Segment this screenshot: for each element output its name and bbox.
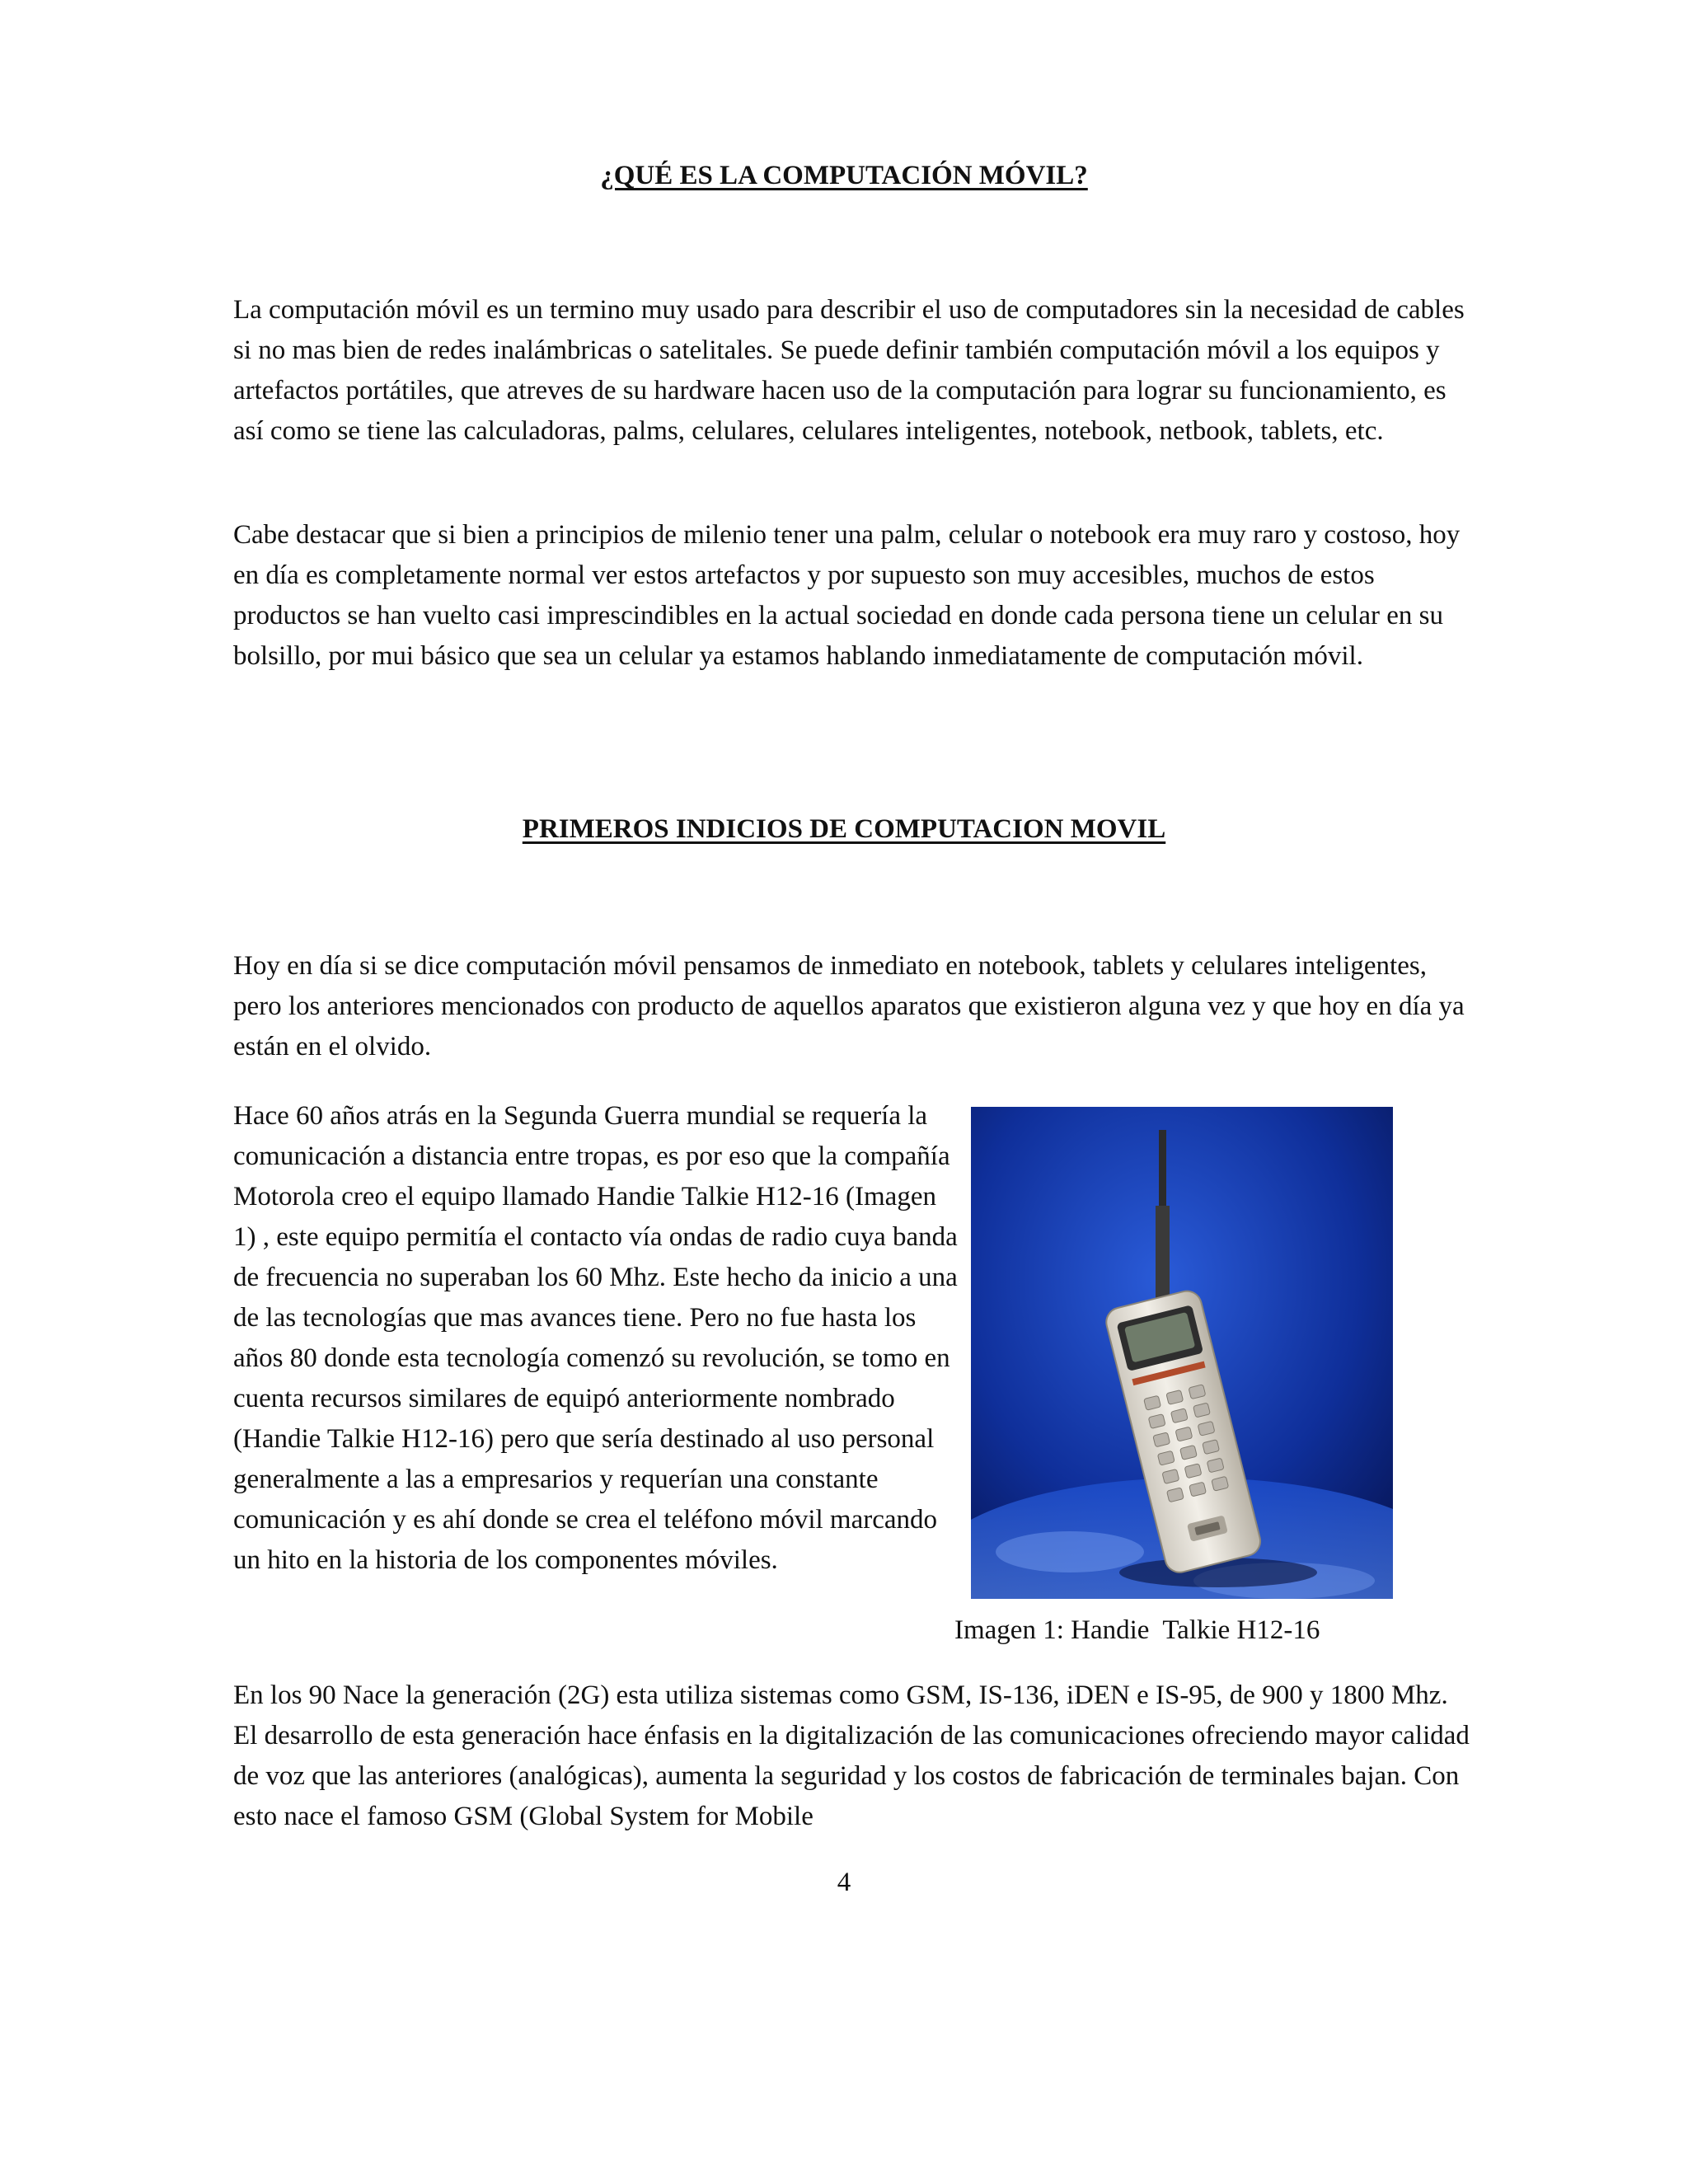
paragraph-definition: La computación móvil es un termino muy usado para describir el uso de computadores sin la necesidad de cables si no mas bien de redes inalámbricas o satelitales. Se puede definir también computación móvil a los equipos y artefactos portátiles, que atreves de su hardware hacen uso de la computación para lograr su funcionamiento, es así como se tiene las calculadoras, palms, celulares, celulares inteligentes, notebook, netbook, tablets, etc. <box>233 295 1465 446</box>
section-heading-mobile-computing: ¿QUÉ ES LA COMPUTACIÓN MÓVIL? <box>600 161 1088 190</box>
paragraph-today: Hoy en día si se dice computación móvil pensamos de inmediato en notebook, tablets y celulares inteligentes, pero los anteriores mencionados con producto de aquellos aparatos que existieron alguna vez y que hoy en día ya están en el olvido. <box>233 951 1465 1062</box>
paragraph-2g: En los 90 Nace la generación (2G) esta utiliza sistemas como GSM, IS-136, iDEN e IS-95, de 900 y 1800 Mhz. El desarrollo de esta generación hace énfasis en la digitalización de las comunicaciones ofreciendo mayor calidad de voz que las anteriores (analógicas), aumenta la seguridad y los costos de fabricación de terminales bajan. Con esto nace el famoso GSM (Global System for Mobile <box>233 1680 1470 1831</box>
paragraph-history: Hace 60 años atrás en la Segunda Guerra mundial se requería la comunicación a distancia entre tropas, es por eso que la compañía Motorola creo el equipo llamado Handie Talkie H12-16 (Imagen 1) , este equipo permitía el contacto vía ondas de radio cuya banda de frecuencia no superaban los 60 Mhz. Este hecho da inicio a una de las tecnologías que mas avances tiene. Pero no fue hasta los años 80 donde esta tecnología comenzó su revolución, se tomo en cuenta recursos similares de equipó anteriormente nombrado (Handie Talkie H12-16) pero que sería destinado al uso personal generalmente a las a empresarios y requerían una constante comunicación y es ahí donde se crea el teléfono móvil marcando un hito en la historia de los componentes móviles. <box>233 1101 958 1575</box>
paragraph-accessibility: Cabe destacar que si bien a principios de milenio tener una palm, celular o notebook era muy raro y costoso, hoy en día es completamente normal ver estos artefactos y por supuesto son muy accesibles, muchos de estos productos se han vuelto casi imprescindibles en la actual sociedad en donde cada persona tiene un celular en su bolsillo, por mui básico que sea un celular ya estamos hablando inmediatamente de computación móvil. <box>233 520 1461 671</box>
page-number: 4 <box>837 1868 851 1897</box>
section-heading-early-history: PRIMEROS INDICIOS DE COMPUTACION MOVIL <box>522 814 1166 844</box>
brick-phone-photo <box>971 1107 1393 1599</box>
figure-caption: Imagen 1: Handie Talkie H12-16 <box>954 1615 1320 1645</box>
